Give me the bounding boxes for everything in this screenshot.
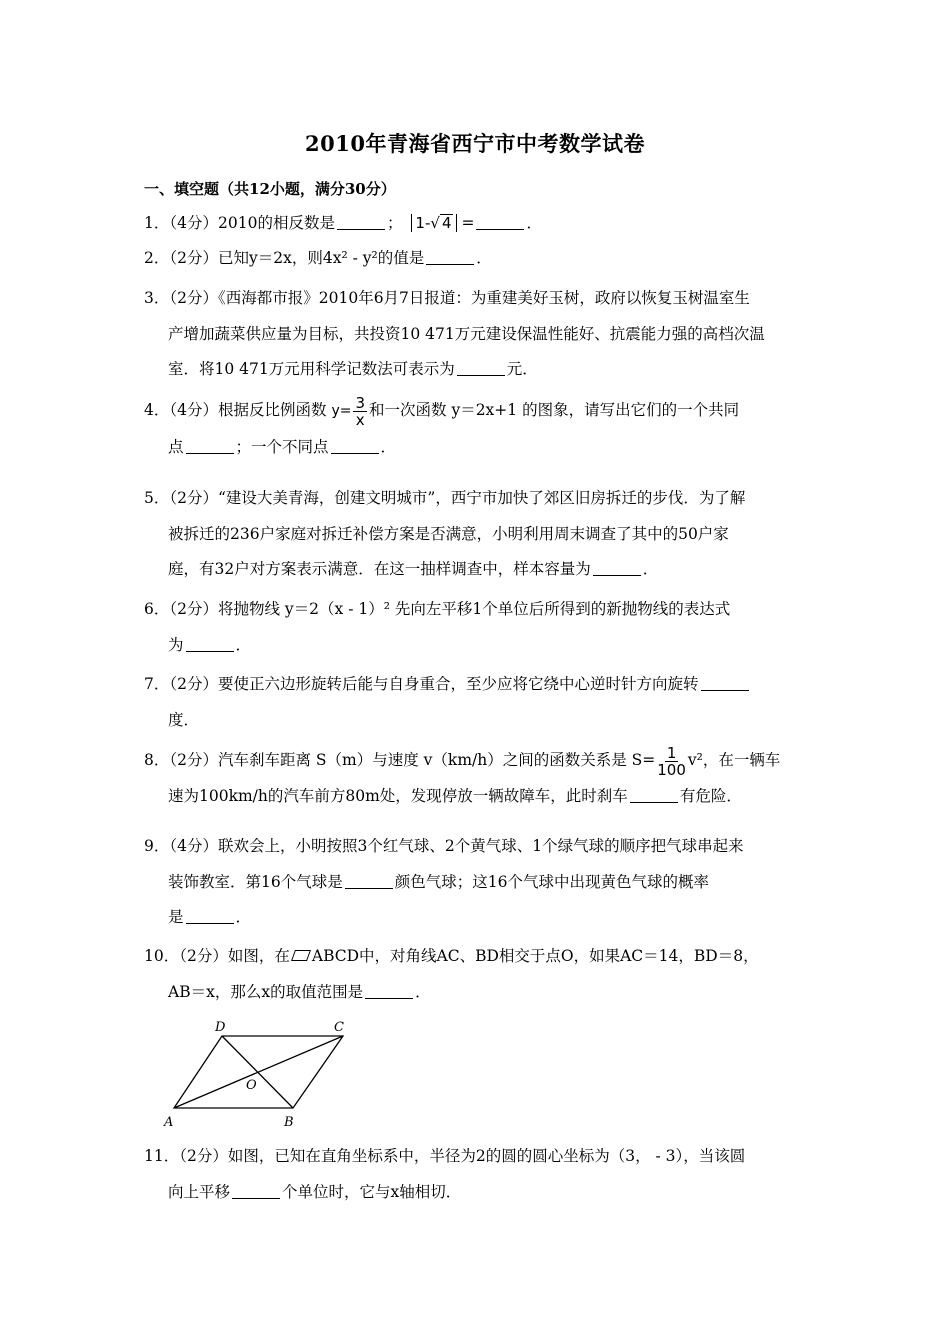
parallelogram-symbol-icon xyxy=(291,950,311,961)
answer-blank xyxy=(701,674,749,691)
answer-blank xyxy=(476,213,524,230)
answer-blank xyxy=(186,437,234,454)
question-6: 6．（2分）将抛物线 y＝2（x - 1）² 先向左平移1个单位后所得到的新抛物线的表达式 为 ． xyxy=(144,600,731,654)
answer-blank xyxy=(457,359,505,376)
question-8: 8．（2分）汽车刹车距离 S（m）与速度 v（km/h）之间的函数关系是 S= $\frac{1}{100}$ v²，在一辆车 速为100km/h的汽车前方80m处，发现停放一辆故障车，此时刹车 有危险． xyxy=(144,743,781,805)
question-3: 3．（2分）《西海都市报》2010年6月7日报道：为重建美好玉树，政府以恢复玉树温室生 产增加蔬菜供应量为目标，共投资10 471万元建设保温性能好、抗震能力强的高档次温 室．将10 471万元用科学记数法可表示为 元． xyxy=(144,289,765,378)
answer-blank xyxy=(365,982,413,999)
fraction: $\frac{3}{x}$ xyxy=(355,393,366,429)
question-4: 4．（4分）根据反比例函数 y= $\frac{3}{x}$ 和一次函数 y＝2x+1 的图象，请写出它们的一个共同 点 ；一个不同点 ． xyxy=(144,393,740,456)
question-2: 2．（2分）已知y＝2x，则4x² - y²的值是 ． xyxy=(144,249,492,267)
page-title: 2010年青海省西宁市中考数学试卷 xyxy=(305,131,645,156)
label-c: C xyxy=(334,1020,344,1035)
answer-blank xyxy=(630,786,678,803)
answer-blank xyxy=(186,907,234,924)
question-1: 1．（4分）2010的相反数是 ； 1-√ 4 = ． xyxy=(144,214,542,232)
answer-blank xyxy=(593,559,641,576)
section-heading: 一、填空题（共12小题，满分30分） xyxy=(144,180,396,198)
answer-blank xyxy=(232,1182,280,1199)
absolute-value: 1-√ 4 xyxy=(411,214,457,232)
label-b: B xyxy=(284,1115,294,1130)
question-5: 5．（2分）“建设大美青海，创建文明城市”，西宁市加快了郊区旧房拆迁的步伐．为了解 被拆迁的236户家庭对拆迁补偿方案是否满意，小明利用周末调查了其中的50户家 庭，有32户对方案表示满意．在这一抽样调查中，样本容量为 ． xyxy=(144,489,746,578)
label-o: O xyxy=(246,1078,257,1093)
fraction: $\frac{1}{100}$ xyxy=(657,743,686,779)
question-9: 9．（4分）联欢会上，小明按照3个红气球、2个黄气球、1个绿气球的顺序把气球串起来 装饰教室．第16个气球是 颜色气球；这16个气球中出现黄色气球的概率 是 ． xyxy=(144,837,744,926)
question-10: 10．（2分）如图，在 ABCD中，对角线AC、BD相交于点O，如果AC＝14，BD＝8， AB＝x，那么x的取值范围是 ． xyxy=(144,947,759,1001)
answer-blank xyxy=(345,872,393,889)
label-d: D xyxy=(215,1020,226,1035)
label-a: A xyxy=(164,1115,174,1130)
answer-blank xyxy=(426,248,474,265)
answer-blank xyxy=(331,437,379,454)
inverse-function: y= xyxy=(331,403,352,419)
answer-blank xyxy=(337,213,385,230)
question-11: 11．（2分）如图，已知在直角坐标系中，半径为2的圆的圆心坐标为（3， - 3），当该圆 向上平移 个单位时，它与x轴相切． xyxy=(144,1147,746,1201)
answer-blank xyxy=(186,635,234,652)
parallelogram-figure xyxy=(160,1016,360,1131)
question-7: 7．（2分）要使正六边形旋转后能与自身重合，至少应将它绕中心逆时针方向旋转 度． xyxy=(144,667,809,738)
